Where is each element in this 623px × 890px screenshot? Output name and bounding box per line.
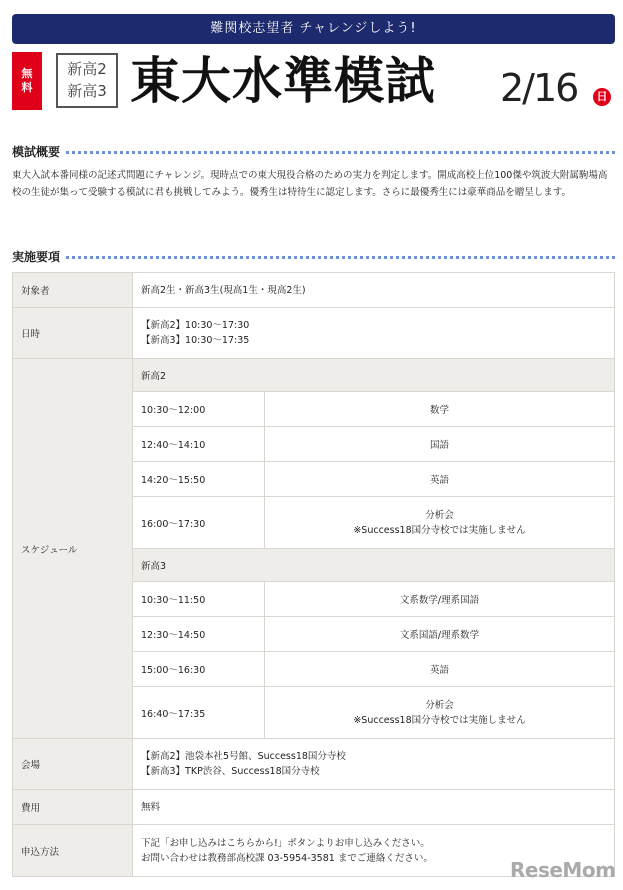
value-line: 【新高2】10:30〜17:30: [141, 320, 250, 331]
resemom-logo: ReseMom: [510, 858, 616, 882]
time-cell: 12:40〜14:10: [133, 427, 265, 462]
table-row: [13, 739, 615, 790]
row-value: [133, 308, 615, 359]
page-title: 東大水準模試: [130, 52, 436, 110]
weekday-badge: 日: [593, 88, 611, 106]
tagline-text: 難関校志望者 チャレンジしよう!: [210, 21, 417, 36]
time-cell: 14:20〜15:50: [133, 462, 265, 497]
free-badge: [12, 52, 42, 110]
exam-date: 2/16: [500, 66, 578, 110]
subject-cell: 文系国語/理系数学: [265, 617, 615, 652]
group-label: 新高2: [133, 359, 615, 392]
subject-note: ※Success18国分寺校では実施しません: [353, 714, 526, 726]
subject-cell: 英語: [265, 652, 615, 687]
subject-cell: [265, 687, 615, 739]
time-cell: 16:00〜17:30: [133, 497, 265, 549]
row-value: [133, 739, 615, 790]
row-label: 日時: [13, 308, 133, 359]
free-char-1: 無: [21, 67, 33, 80]
value-line: 【新高3】10:30〜17:35: [141, 335, 250, 346]
row-value: 無料: [133, 790, 615, 825]
subject-line: 分析会: [425, 699, 454, 711]
tagline-banner: [12, 14, 615, 44]
details-heading-text: 実施要項: [12, 250, 61, 264]
time-cell: 12:30〜14:50: [133, 617, 265, 652]
free-char-2: 料: [21, 81, 33, 94]
value-line: お問い合わせは教務部高校課 03-5954-3581 までご連絡ください。: [141, 852, 433, 864]
subject-cell: 国語: [265, 427, 615, 462]
subject-cell: 英語: [265, 462, 615, 497]
subject-cell: [265, 497, 615, 549]
time-cell: 15:00〜16:30: [133, 652, 265, 687]
row-label: 会場: [13, 739, 133, 790]
details-table: [12, 272, 615, 877]
grade-2: 新高3: [67, 82, 107, 100]
details-heading: [12, 248, 615, 265]
overview-heading: [12, 143, 615, 160]
grade-1: 新高2: [67, 60, 107, 78]
group-label: 新高3: [133, 549, 615, 582]
overview-heading-text: 模試概要: [12, 145, 61, 159]
subject-cell: 文系数学/理系国語: [265, 582, 615, 617]
row-label: 対象者: [13, 273, 133, 308]
grade-box: [56, 53, 118, 108]
value-line: 【新高3】TKP渋谷、Success18国分寺校: [141, 766, 320, 777]
table-row: [13, 273, 615, 308]
table-row: [13, 790, 615, 825]
value-line: 下記「お申し込みはこちらから!」ボタンよりお申し込みください。: [141, 837, 430, 849]
dotted-divider: [66, 151, 615, 154]
subject-note: ※Success18国分寺校では実施しません: [353, 524, 526, 536]
overview-text: 東大入試本番同様の記述式問題にチャレンジ。現時点での東大現役合格のための実力を判定します。開成高校上位100傑や筑波大附属駒場高校の生徒が集って受験する模試に君も挑戦してみよう。優秀生は特待生に認定します。さらに最優秀生には豪華商品を贈呈します。: [12, 170, 608, 198]
table-row: [13, 359, 615, 392]
time-cell: 10:30〜12:00: [133, 392, 265, 427]
row-value: 新高2生・新高3生(現高1生・現高2生): [133, 273, 615, 308]
row-label: 費用: [13, 790, 133, 825]
time-cell: 10:30〜11:50: [133, 582, 265, 617]
time-cell: 16:40〜17:35: [133, 687, 265, 739]
value-line: 【新高2】池袋本社5号館、Success18国分寺校: [141, 751, 346, 762]
row-label: 申込方法: [13, 825, 133, 877]
subject-cell: 数学: [265, 392, 615, 427]
table-row: [13, 308, 615, 359]
dotted-divider: [66, 256, 615, 259]
row-label: スケジュール: [13, 359, 133, 739]
subject-line: 分析会: [425, 509, 454, 521]
